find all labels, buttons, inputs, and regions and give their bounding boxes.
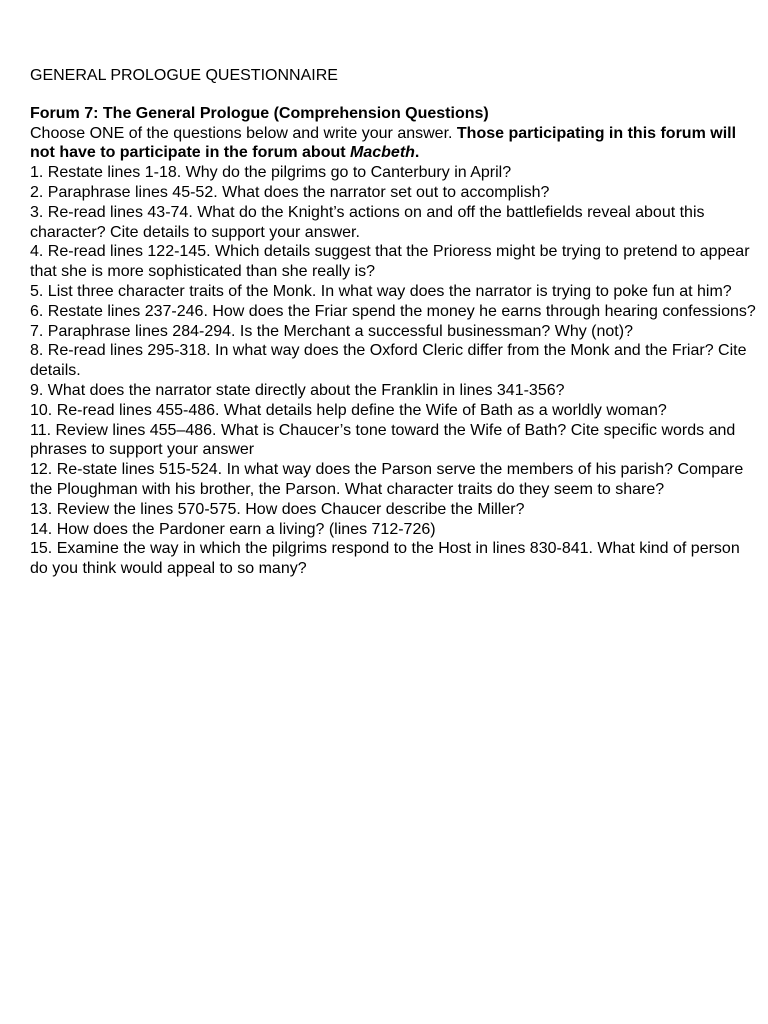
question-item: 8. Re-read lines 295-318. In what way does the Oxford Cleric differ from the Monk and the Friar? Cite details. xyxy=(30,342,747,380)
question-item: 12. Re-state lines 515-524. In what way does the Parson serve the members of his parish? Compare the Ploughman with his brother, the Parson. What character traits do they seem to share? xyxy=(30,461,744,498)
question-item: 7. Paraphrase lines 284-294. Is the Merchant a successful businessman? Why (not)? xyxy=(30,322,633,340)
intro-instruction: Choose ONE of the questions below and write your answer. xyxy=(30,124,457,142)
intro-paragraph xyxy=(30,124,758,164)
question-item: 5. List three character traits of the Monk. In what way does the narrator is trying to poke fun at him? xyxy=(30,282,732,300)
question-item: 4. Re-read lines 122-145. Which details suggest that the Prioress might be trying to pretend to appear that she is more sophisticated than she really is? xyxy=(30,243,750,281)
forum-heading: Forum 7: The General Prologue (Comprehension Questions) xyxy=(30,104,489,122)
document-page xyxy=(30,66,758,579)
document-title: GENERAL PROLOGUE QUESTIONNAIRE xyxy=(30,67,338,84)
intro-note: Those participating in this forum will not have to participate in the forum about xyxy=(30,124,737,162)
question-item: 3. Re-read lines 43-74. What do the Knight’s actions on and off the battlefields reveal about this character? Cite details to support your answer. xyxy=(30,203,705,241)
intro-note-end: . xyxy=(414,144,420,162)
question-item: 11. Review lines 455–486. What is Chaucer’s tone toward the Wife of Bath? Cite specific words and phrases to support your answer xyxy=(30,421,736,459)
question-item: 1. Restate lines 1-18. Why do the pilgrims go to Canterbury in April? xyxy=(30,164,512,182)
question-item: 13. Review the lines 570-575. How does Chaucer describe the Miller? xyxy=(30,500,525,518)
question-item: 9. What does the narrator state directly about the Franklin in lines 341-356? xyxy=(30,381,565,399)
question-list xyxy=(30,163,758,579)
question-item: 10. Re-read lines 455-486. What details help define the Wife of Bath as a worldly woman? xyxy=(30,401,667,419)
question-item: 15. Examine the way in which the pilgrims respond to the Host in lines 830-841. What kind of person do you think would appeal to so many? xyxy=(30,540,740,578)
question-item: 6. Restate lines 237-246. How does the Friar spend the money he earns through hearing confessions? xyxy=(30,302,756,320)
question-item: 14. How does the Pardoner earn a living? (lines 712-726) xyxy=(30,520,436,538)
question-item: 2. Paraphrase lines 45-52. What does the narrator set out to accomplish? xyxy=(30,183,550,201)
intro-note-title: Macbeth xyxy=(350,144,415,162)
